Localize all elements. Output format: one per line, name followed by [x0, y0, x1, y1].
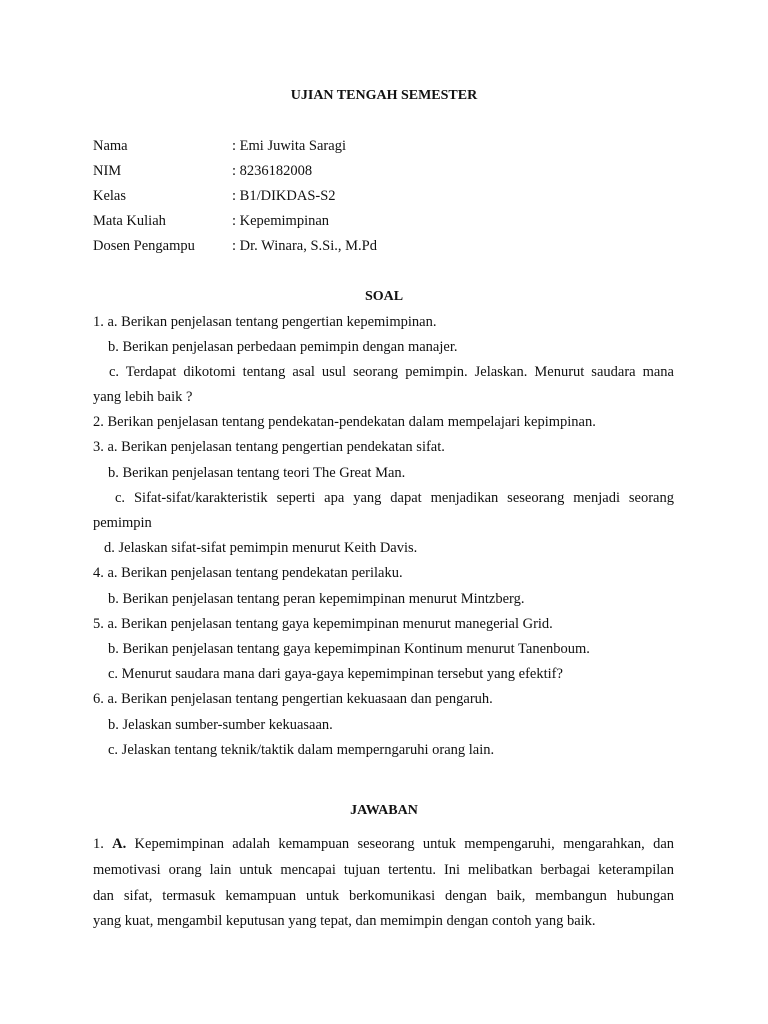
soal-line: 3. a. Berikan penjelasan tentang pengertian pendekatan sifat. — [93, 439, 445, 455]
identity-row-mata-kuliah — [93, 213, 329, 230]
identity-row-nim — [93, 163, 312, 180]
soal-line: c. Sifat-sifat/karakteristik seperti apa yang dapat menjadikan seseorang menjadi seorang — [115, 490, 674, 506]
identity-value: : Kepemimpinan — [232, 213, 330, 229]
soal-line: 6. a. Berikan penjelasan tentang pengertian kekuasaan dan pengaruh. — [93, 691, 493, 707]
answer-line: yang kuat, mengambil keputusan yang tepat, dan memimpin dengan contoh yang baik. — [93, 913, 596, 929]
answer-line — [93, 836, 674, 853]
identity-value: : B1/DIKDAS-S2 — [232, 188, 336, 204]
soal-line: yang lebih baik ? — [93, 389, 193, 405]
identity-row-kelas — [93, 188, 336, 205]
answer-line: dan sifat, termasuk kemampuan untuk berkomunikasi dengan baik, membangun hubungan — [93, 888, 674, 904]
soal-line: c. Menurut saudara mana dari gaya-gaya kepemimpinan tersebut yang efektif? — [108, 666, 563, 682]
identity-label: Kelas — [93, 188, 127, 204]
answer-number: 1. — [93, 836, 104, 852]
answer-text: Kepemimpinan adalah kemampuan seseorang untuk mempengaruhi, mengarahkan, dan — [134, 836, 675, 852]
soal-line: b. Berikan penjelasan tentang teori The Great Man. — [108, 465, 406, 481]
identity-label: NIM — [93, 163, 122, 179]
jawaban-heading: JAWABAN — [350, 803, 418, 818]
soal-line: 2. Berikan penjelasan tentang pendekatan-pendekatan dalam mempelajari kepimpinan. — [93, 414, 596, 430]
document-title: UJIAN TENGAH SEMESTER — [290, 88, 478, 103]
identity-label: Mata Kuliah — [93, 213, 166, 229]
soal-line: b. Berikan penjelasan tentang gaya kepemimpinan Kontinum menurut Tanenboum. — [108, 641, 590, 657]
soal-heading: SOAL — [364, 289, 404, 304]
answer-letter: A. — [112, 836, 127, 852]
answer-line: memotivasi orang lain untuk mencapai tujuan tertentu. Ini melibatkan berbagai keterampilan — [93, 862, 674, 878]
identity-label: Dosen Pengampu — [93, 238, 195, 254]
soal-line: b. Jelaskan sumber-sumber kekuasaan. — [108, 717, 333, 733]
soal-line: c. Terdapat dikotomi tentang asal usul seorang pemimpin. Jelaskan. Menurut saudara mana — [109, 364, 674, 380]
identity-value: : 8236182008 — [232, 163, 313, 179]
soal-line: b. Berikan penjelasan tentang peran kepemimpinan menurut Mintzberg. — [108, 591, 525, 607]
identity-value: : Emi Juwita Saragi — [232, 138, 346, 154]
soal-line: b. Berikan penjelasan perbedaan pemimpin dengan manajer. — [108, 339, 458, 355]
soal-line: pemimpin — [93, 515, 152, 531]
soal-line: 5. a. Berikan penjelasan tentang gaya kepemimpinan menurut manegerial Grid. — [93, 616, 553, 632]
identity-value: : Dr. Winara, S.Si., M.Pd — [232, 238, 377, 254]
identity-row-nama — [93, 138, 346, 155]
soal-line: 4. a. Berikan penjelasan tentang pendekatan perilaku. — [93, 565, 403, 581]
identity-label: Nama — [93, 138, 128, 154]
identity-row-dosen — [93, 238, 377, 255]
soal-line: 1. a. Berikan penjelasan tentang pengertian kepemimpinan. — [93, 314, 437, 330]
soal-line: d. Jelaskan sifat-sifat pemimpin menurut Keith Davis. — [104, 540, 418, 556]
soal-line: c. Jelaskan tentang teknik/taktik dalam memperngaruhi orang lain. — [108, 742, 495, 758]
